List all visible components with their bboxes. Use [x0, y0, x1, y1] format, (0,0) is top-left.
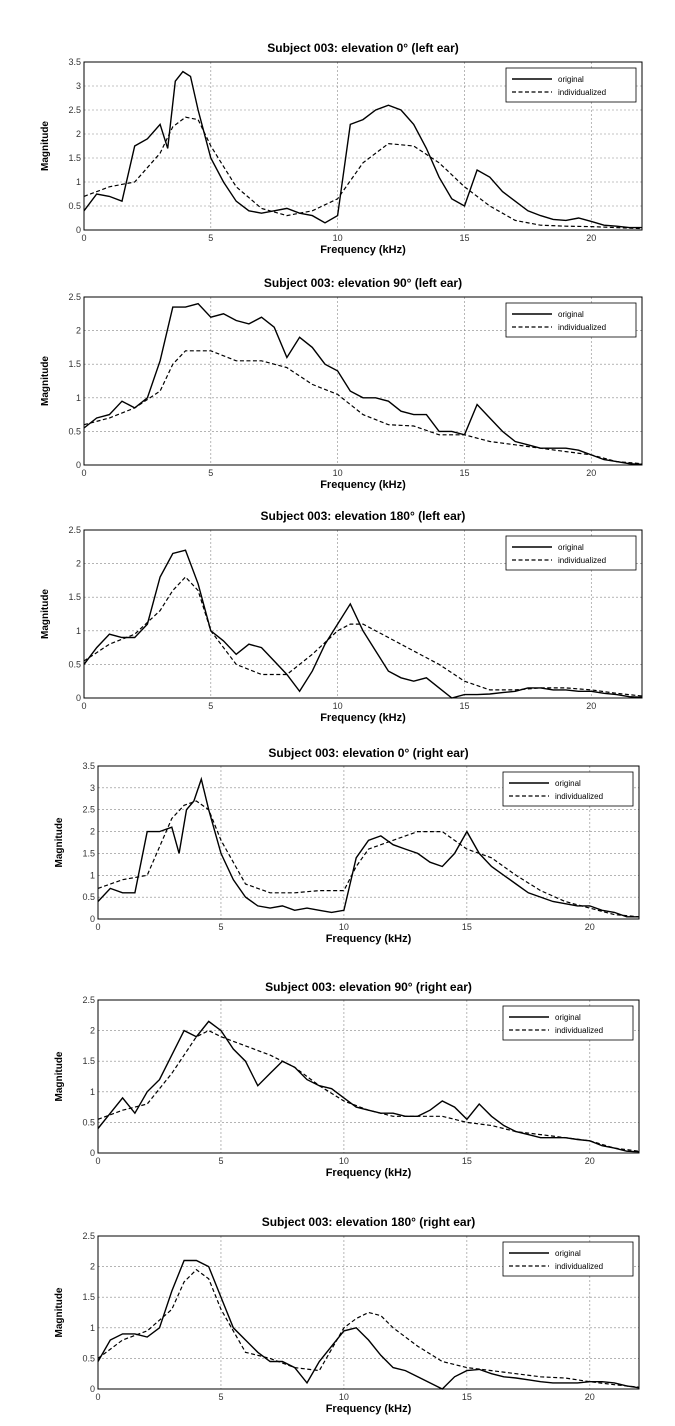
x-tick-label: 15	[459, 233, 470, 243]
y-tick-label: 2.5	[82, 1231, 95, 1241]
y-tick-label: 2	[75, 558, 81, 569]
chart-title: Subject 003: elevation 0° (right ear)	[268, 746, 469, 760]
x-axis-label: Frequency (kHz)	[320, 712, 406, 724]
y-tick-label: 0	[75, 225, 81, 235]
x-tick-label: 0	[95, 1392, 101, 1402]
x-axis-label: Frequency (kHz)	[325, 1403, 412, 1415]
legend-label: individualized	[558, 323, 607, 332]
legend	[503, 772, 633, 806]
x-tick-label: 0	[81, 468, 87, 478]
y-axis-label: Magnitude	[54, 1287, 65, 1338]
x-tick-label: 5	[208, 468, 214, 478]
legend	[506, 536, 636, 570]
x-tick-label: 20	[586, 701, 597, 711]
y-axis-label: Magnitude	[54, 1051, 65, 1102]
y-tick-label: 1	[89, 1322, 95, 1333]
y-tick-label: 1.5	[68, 592, 81, 603]
chart-panel	[40, 41, 642, 256]
y-axis-label: Magnitude	[40, 356, 51, 406]
x-tick-label: 10	[338, 922, 349, 932]
x-tick-label: 10	[338, 1156, 349, 1166]
y-tick-label: 2	[75, 325, 81, 336]
x-tick-label: 20	[584, 1392, 595, 1402]
x-axis-label: Frequency (kHz)	[320, 244, 406, 256]
x-tick-label: 0	[95, 1156, 101, 1166]
legend-label: individualized	[555, 1026, 604, 1035]
x-tick-label: 15	[461, 1156, 472, 1166]
y-tick-label: 0.5	[82, 892, 95, 903]
y-tick-label: 1	[75, 177, 81, 187]
y-axis-label: Magnitude	[54, 817, 65, 868]
x-tick-label: 5	[208, 233, 214, 243]
y-tick-label: 0	[89, 914, 95, 924]
y-tick-label: 2	[89, 1261, 95, 1272]
y-tick-label: 0.5	[68, 426, 81, 437]
y-tick-label: 1.5	[68, 153, 81, 163]
legend-label: original	[558, 75, 584, 84]
x-tick-label: 0	[81, 233, 87, 243]
legend	[506, 303, 636, 337]
x-axis-label: Frequency (kHz)	[320, 479, 406, 491]
x-tick-label: 10	[338, 1392, 349, 1402]
y-tick-label: 1.5	[82, 848, 95, 859]
legend-label: individualized	[558, 556, 607, 565]
chart-panel	[54, 746, 639, 945]
chart-panel	[54, 980, 639, 1179]
chart-title: Subject 003: elevation 90° (left ear)	[263, 276, 463, 290]
y-axis-label: Magnitude	[40, 589, 51, 639]
y-tick-label: 0	[75, 460, 81, 470]
y-tick-label: 3	[89, 782, 95, 793]
legend-label: original	[555, 779, 581, 788]
chart-panel	[54, 1215, 639, 1415]
x-tick-label: 20	[586, 233, 597, 243]
y-tick-label: 1	[75, 392, 81, 403]
y-tick-label: 2.5	[82, 804, 95, 815]
y-tick-label: 2.5	[68, 525, 81, 535]
y-tick-label: 1.5	[68, 359, 81, 370]
y-tick-label: 0	[75, 693, 81, 703]
y-tick-label: 0	[89, 1384, 95, 1394]
x-tick-label: 5	[218, 922, 224, 932]
y-tick-label: 0.5	[82, 1353, 95, 1364]
y-tick-label: 1	[75, 625, 81, 636]
legend-label: individualized	[558, 88, 607, 97]
x-axis-label: Frequency (kHz)	[325, 1167, 412, 1179]
legend-label: individualized	[555, 792, 604, 801]
chart-panel	[40, 276, 642, 491]
y-tick-label: 2.5	[68, 292, 81, 302]
y-tick-label: 1	[89, 870, 95, 881]
y-tick-label: 0.5	[82, 1117, 95, 1128]
legend-label: original	[558, 310, 584, 319]
chart-title: Subject 003: elevation 180° (right ear)	[261, 1215, 476, 1229]
y-tick-label: 0.5	[68, 659, 81, 670]
x-tick-label: 5	[218, 1392, 224, 1402]
x-tick-label: 10	[332, 233, 343, 243]
x-tick-label: 20	[584, 1156, 595, 1166]
x-tick-label: 10	[332, 468, 343, 478]
y-tick-label: 2.5	[82, 995, 95, 1005]
y-tick-label: 2	[89, 826, 95, 837]
x-tick-label: 0	[81, 701, 87, 711]
x-tick-label: 0	[95, 922, 101, 932]
chart-title: Subject 003: elevation 180° (left ear)	[260, 509, 466, 523]
x-tick-label: 15	[461, 922, 472, 932]
legend-label: original	[555, 1249, 581, 1258]
legend-label: original	[555, 1013, 581, 1022]
y-tick-label: 2	[75, 129, 81, 139]
y-tick-label: 3.5	[82, 761, 95, 771]
y-tick-label: 3	[75, 81, 81, 91]
x-axis-label: Frequency (kHz)	[325, 933, 412, 945]
x-tick-label: 5	[218, 1156, 224, 1166]
chart-panel	[40, 509, 642, 724]
x-tick-label: 20	[586, 468, 597, 478]
chart-title: Subject 003: elevation 90° (right ear)	[265, 980, 472, 994]
x-tick-label: 15	[459, 468, 470, 478]
legend	[503, 1242, 633, 1276]
y-axis-label: Magnitude	[40, 121, 51, 171]
x-tick-label: 5	[208, 701, 214, 711]
x-tick-label: 15	[459, 701, 470, 711]
y-tick-label: 2	[89, 1025, 95, 1036]
legend	[503, 1006, 633, 1040]
y-tick-label: 1	[89, 1086, 95, 1097]
legend-label: individualized	[555, 1262, 604, 1271]
y-tick-label: 1.5	[82, 1056, 95, 1067]
y-tick-label: 0	[89, 1148, 95, 1158]
legend-label: original	[558, 543, 584, 552]
y-tick-label: 1.5	[82, 1292, 95, 1303]
y-tick-label: 0.5	[68, 201, 81, 211]
y-tick-label: 2.5	[68, 105, 81, 115]
legend	[506, 68, 636, 102]
x-tick-label: 15	[461, 1392, 472, 1402]
x-tick-label: 20	[584, 922, 595, 932]
y-tick-label: 3.5	[68, 57, 81, 67]
x-tick-label: 10	[332, 701, 343, 711]
chart-title: Subject 003: elevation 0° (left ear)	[267, 41, 459, 55]
